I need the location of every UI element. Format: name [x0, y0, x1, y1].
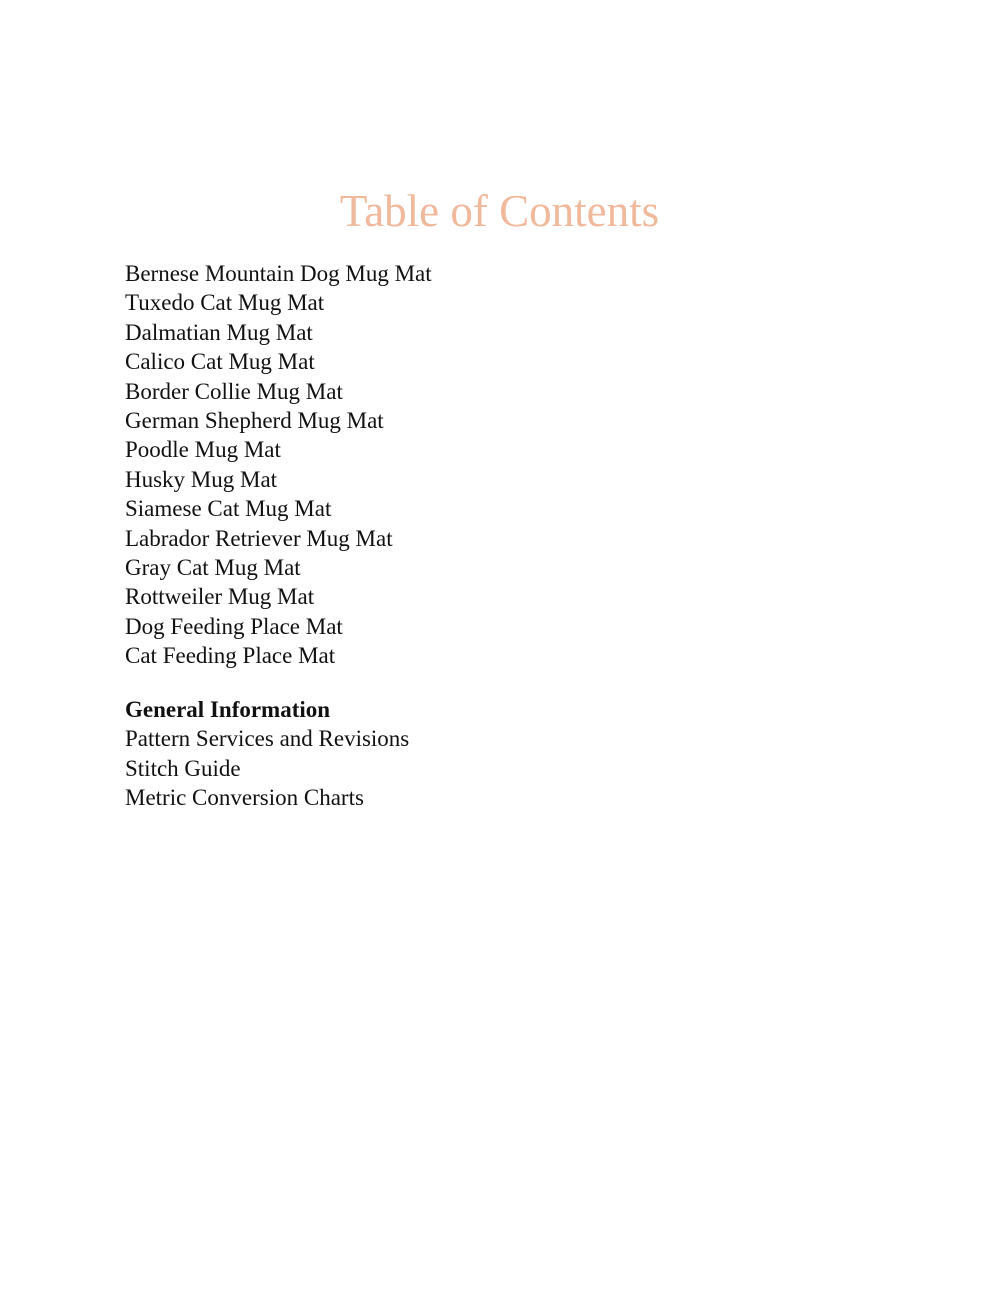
toc-entry: Rottweiler Mug Mat	[125, 584, 315, 610]
toc-entry: Dog Feeding Place Mat	[125, 613, 343, 639]
toc-entry: Border Collie Mug Mat	[125, 378, 343, 404]
general-information-list	[125, 724, 409, 812]
toc-entry: Siamese Cat Mug Mat	[125, 496, 332, 522]
section-heading: General Information	[125, 697, 331, 722]
toc-entry: Stitch Guide	[125, 755, 241, 781]
page-title: Table of Contents	[339, 186, 660, 236]
toc-entry: Husky Mug Mat	[125, 466, 278, 492]
toc-entry: Labrador Retriever Mug Mat	[125, 525, 393, 551]
toc-entry: Calico Cat Mug Mat	[125, 349, 315, 375]
general-information-section	[125, 695, 409, 813]
toc-entry: Dalmatian Mug Mat	[125, 319, 313, 345]
toc-entry: Cat Feeding Place Mat	[125, 643, 336, 669]
toc-entry: German Shepherd Mug Mat	[125, 407, 384, 433]
toc-entry: Bernese Mountain Dog Mug Mat	[125, 261, 432, 286]
toc-entry: Poodle Mug Mat	[125, 437, 281, 463]
toc-entry: Gray Cat Mug Mat	[125, 554, 301, 580]
pattern-list	[125, 259, 432, 670]
toc-entry: Tuxedo Cat Mug Mat	[125, 290, 325, 316]
toc-entry: Metric Conversion Charts	[125, 785, 364, 811]
toc-entry: Pattern Services and Revisions	[125, 726, 410, 752]
